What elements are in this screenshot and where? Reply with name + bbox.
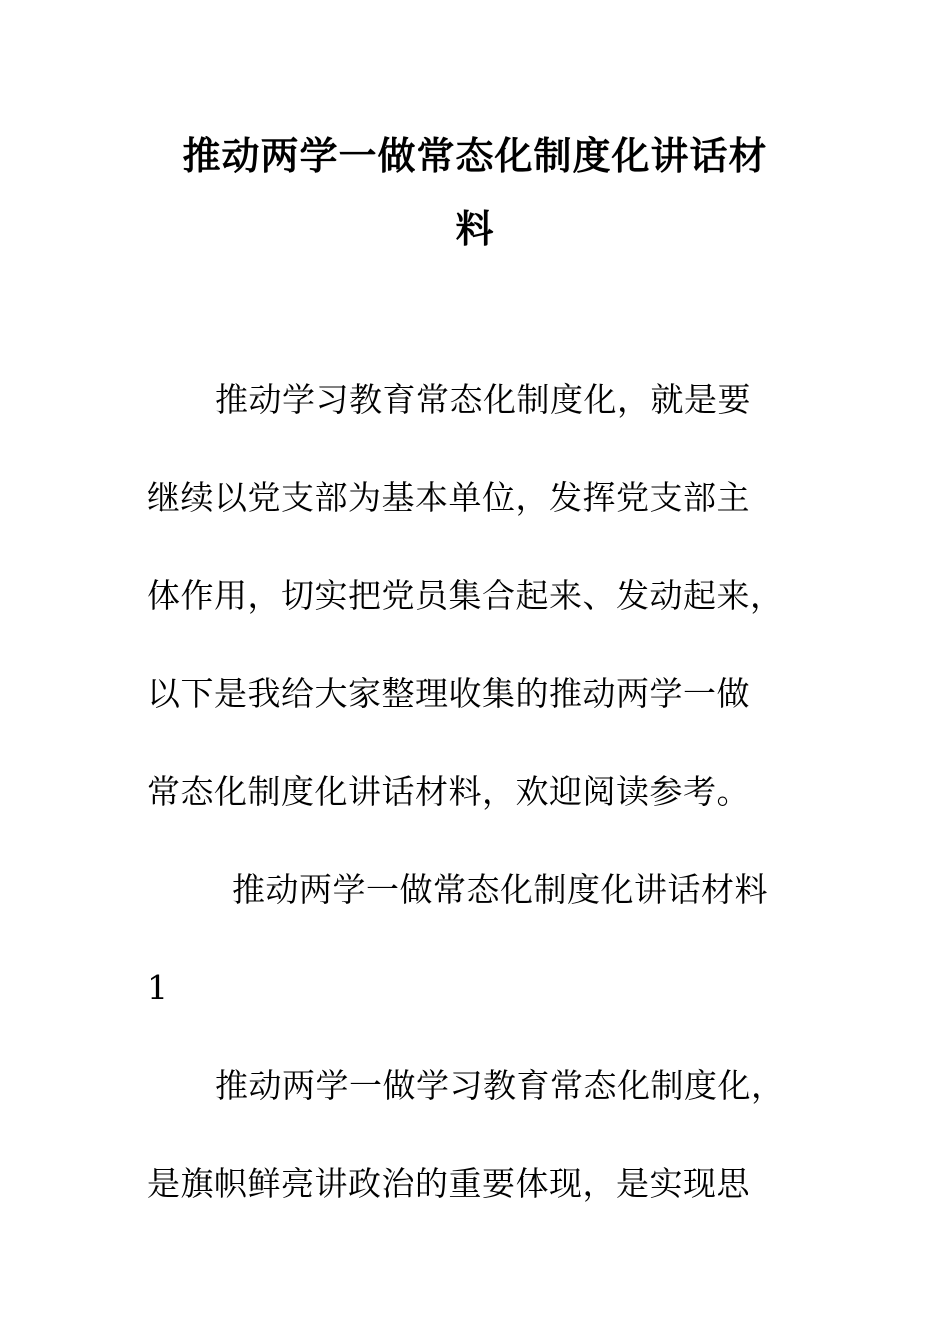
body-line-6: 推动两学一做学习教育常态化制度化， [215,1066,785,1105]
document-title-line-1: 推动两学一做常态化制度化讲话材 [182,134,768,178]
body-line-2: 继续以党支部为基本单位，发挥党支部主 [147,478,750,517]
section-heading-1-number: 1 [147,968,169,1007]
body-line-7: 是旗帜鲜亮讲政治的重要体现，是实现思 [147,1164,750,1203]
body-line-3: 体作用，切实把党员集合起来、发动起来， [147,576,784,615]
section-heading-1: 推动两学一做常态化制度化讲话材料 [232,870,768,909]
body-line-1: 推动学习教育常态化制度化，就是要 [215,380,751,419]
body-line-4: 以下是我给大家整理收集的推动两学一做 [147,674,750,713]
body-line-5: 常态化制度化讲话材料，欢迎阅读参考。 [147,772,750,811]
document-title-line-2: 料 [455,207,495,251]
